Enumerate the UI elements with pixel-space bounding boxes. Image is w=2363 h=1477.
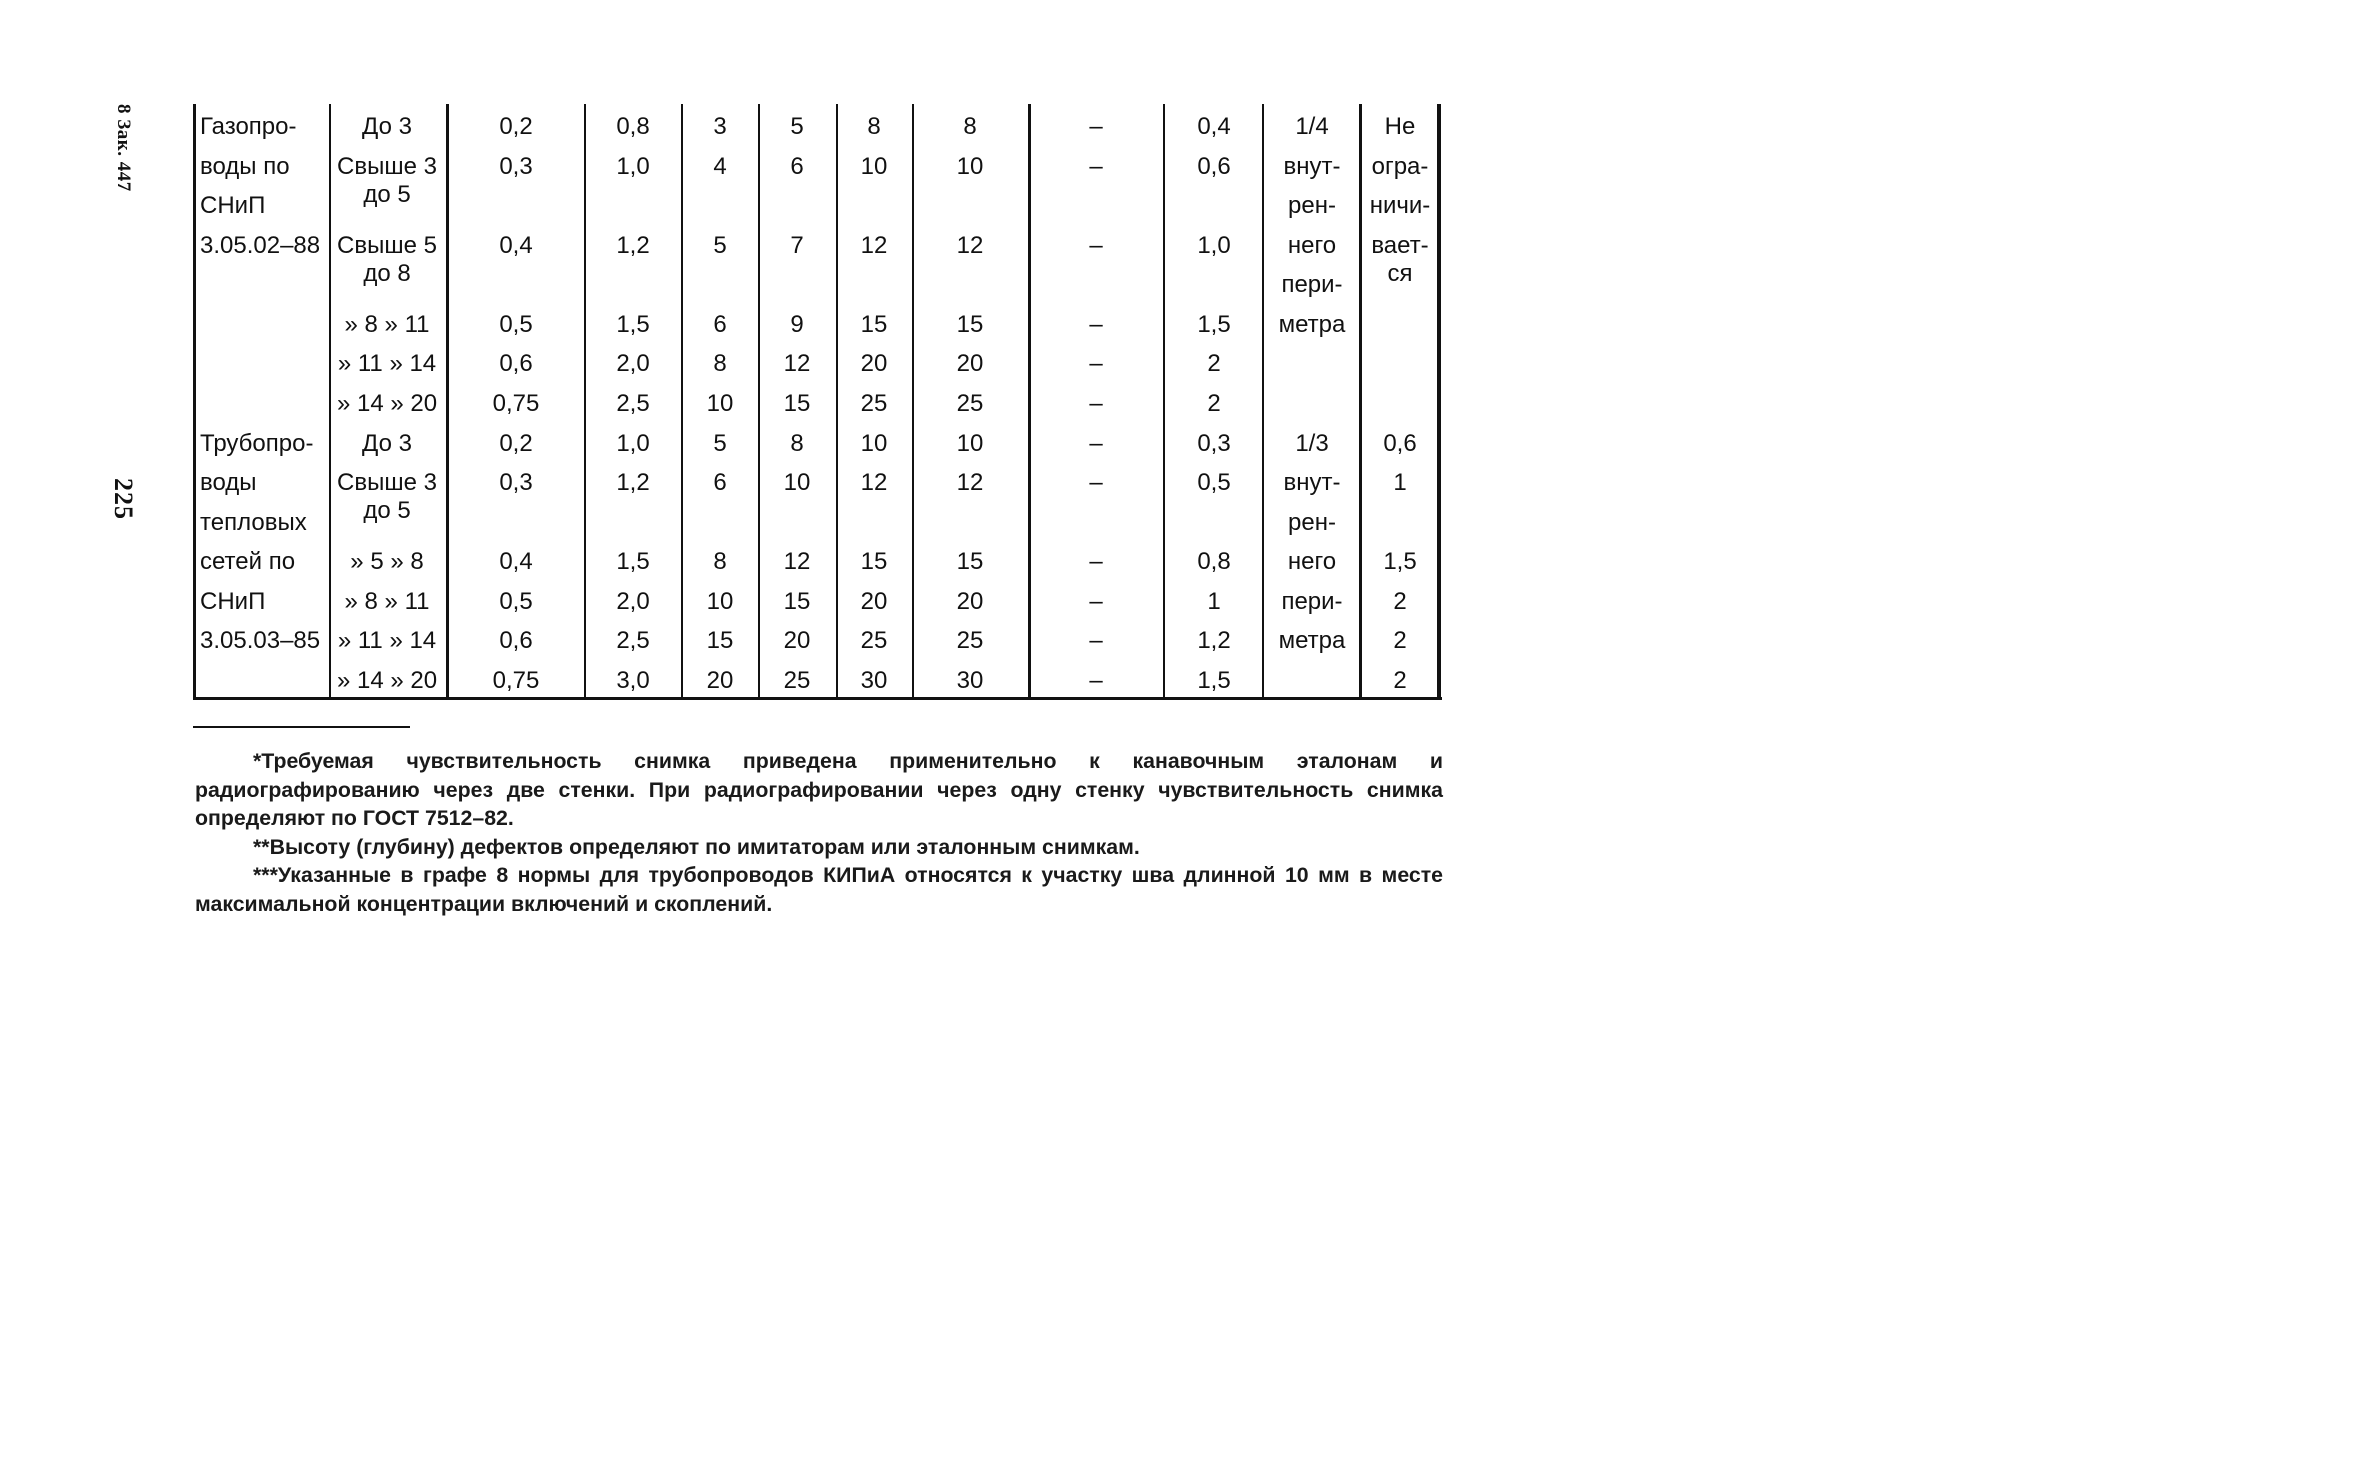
table-cell: 0,5 [499,310,533,338]
perimeter-note-line: метра [1278,627,1346,654]
diameter-cell: Свыше 3 [337,152,437,180]
diameter-cell: » 14 » 20 [336,389,438,417]
table-cell: 2,5 [616,627,650,654]
table-cell: 0,2 [499,429,533,457]
limit-cell: 2 [1393,666,1407,694]
diameter-cell: » 11 » 14 [337,350,437,377]
diameter-cell: До 3 [362,429,412,457]
limit-note-line: ничи- [1369,192,1431,219]
perimeter-note-line: 1/4 [1295,113,1329,140]
table-cell: 6 [713,469,727,496]
diameter-cell-cont: до 5 [363,497,411,524]
group-name-line: СНиП [200,587,266,615]
table-cell: 10 [706,389,734,417]
table-cell: – [1089,469,1103,496]
group-name-line: воды [200,469,257,496]
diameter-cell: Свыше 3 [337,469,437,496]
group-name-line: Газопро- [200,113,297,140]
table-cell: 20 [956,350,984,377]
perimeter-note-line: рен- [1288,508,1336,536]
table-cell: 5 [713,231,727,259]
perimeter-note-line: внут- [1283,152,1341,180]
table-cell: 0,3 [1197,429,1231,457]
table-cell: 0,4 [1197,113,1231,140]
footnote-2: **Высоту (глубину) дефектов определяют по имитаторам или эталонным снимкам. [253,834,1140,859]
group-name-line: сетей по [200,548,296,575]
table-cell: 2 [1207,350,1221,377]
perimeter-note-line: рен- [1288,192,1336,219]
table-cell: 25 [956,627,984,654]
diameter-cell-cont: до 8 [363,259,411,287]
table-cell: 20 [706,666,734,694]
table-cell: 0,75 [492,666,540,694]
table-cell: 20 [860,587,888,615]
table-cell: 0,2 [499,113,533,140]
table-cell: 0,4 [499,231,533,259]
table-cell: 0,3 [499,469,533,496]
table-cell: 25 [783,666,811,694]
table-cell: 10 [860,429,888,457]
diameter-cell: Свыше 5 [337,231,437,259]
table-cell: 15 [783,587,811,615]
table-cell: 0,5 [499,587,533,615]
table-cell: 1,0 [616,429,650,457]
table-cell: 12 [783,350,811,377]
table-cell: 1,0 [616,152,650,180]
table-cell: 8 [867,113,881,140]
group-name-line: воды по [200,152,290,180]
table-cell: 10 [956,429,984,457]
limit-cell: 1 [1393,469,1407,496]
table-cell: 25 [860,389,888,417]
perimeter-note-line: него [1287,231,1337,259]
table-cell: 9 [790,310,804,338]
table-cell: 1,2 [616,231,650,259]
table-cell: 0,8 [616,113,650,140]
diameter-cell-cont: до 5 [363,180,411,208]
table-cell: – [1089,587,1103,615]
perimeter-note-line: пери- [1281,587,1343,615]
table-cell: 15 [956,548,984,575]
table-cell: 8 [713,350,727,377]
diameter-cell: » 14 » 20 [336,666,438,694]
table-cell: 1,5 [1197,310,1231,338]
table-cell: – [1089,548,1103,575]
table-rule-left [193,104,196,700]
table-cell: 15 [706,627,734,654]
table-cell: – [1089,666,1103,694]
table-cell: 30 [956,666,984,694]
perimeter-note-line: него [1287,548,1337,575]
table-cell: 6 [790,152,804,180]
table-cell: 15 [860,548,888,575]
limit-note-line: огра- [1371,152,1429,180]
limit-cell: 0,6 [1383,429,1417,457]
table-cell: 0,75 [492,389,540,417]
table-cell: 0,6 [1197,152,1231,180]
table-cell: 15 [783,389,811,417]
table-cell: 0,6 [499,350,533,377]
limit-cell: 2 [1393,587,1407,615]
table-cell: 10 [860,152,888,180]
table-cell: 12 [956,469,984,496]
table-cell: – [1089,113,1103,140]
table-cell: – [1089,350,1103,377]
order-note: 8 Зак. 447 [113,104,134,192]
table-cell: 2,0 [616,587,650,615]
group-name-line: тепловых [200,508,307,536]
table-cell: – [1089,627,1103,654]
footnote-3: ***Указанные в графе 8 нормы для трубопроводов КИПиА относятся к участку шва длинной 10 мм в месте максимальной концентрации включений и скоплений. [195,863,1443,916]
diameter-cell: » 8 » 11 [344,587,430,615]
table-cell: 20 [783,627,811,654]
perimeter-note-line: метра [1278,310,1346,338]
group-name-line: 3.05.03–85 [200,627,321,654]
footnotes [195,747,1443,918]
table-cell: – [1089,231,1103,259]
table-cell: 1,2 [1197,627,1231,654]
table-cell: 20 [860,350,888,377]
table-cell: 1 [1207,587,1221,615]
group-name-line: Трубопро- [200,429,314,457]
limit-note-line: ся [1387,259,1413,287]
table-cell: 2,5 [616,389,650,417]
perimeter-note-line: пери- [1281,271,1343,298]
table-cell: 4 [713,152,727,180]
table-cell: – [1089,429,1103,457]
table-cell: 8 [963,113,977,140]
table-cell: 25 [956,389,984,417]
limit-cell: 2 [1393,627,1407,654]
page-number: 225 [109,478,138,520]
table-cell: 12 [956,231,984,259]
table-cell: 10 [956,152,984,180]
table-cell: 15 [860,310,888,338]
table-cell: 1,0 [1197,231,1231,259]
table-cell: 3,0 [616,666,650,694]
perimeter-note-line: внут- [1283,469,1341,496]
table-cell: 5 [713,429,727,457]
table-cell: 25 [860,627,888,654]
table-cell: 10 [783,469,811,496]
table-cell: 6 [713,310,727,338]
table-cell: 30 [860,666,888,694]
table-cell: 2 [1207,389,1221,417]
group-name-line: 3.05.02–88 [200,231,321,259]
table-cell: 0,4 [499,548,533,575]
table-cell: 12 [860,231,888,259]
footnote-separator [193,726,410,728]
footnote-1: *Требуемая чувствительность снимка приведена применительно к канавочным эталонам и радиографированию через две стенки. При радиографировании через одну стенку чувствительность снимка определяют по ГОСТ 7512–82. [195,749,1443,830]
table-cell: 12 [860,469,888,496]
table-cell: 0,6 [499,627,533,654]
limit-note-line: Не [1384,113,1416,140]
table-cell: 8 [790,429,804,457]
limit-cell: 1,5 [1383,548,1417,575]
table-cell: 1,5 [1197,666,1231,694]
group-name-line: СНиП [200,192,266,219]
table-cell: 10 [706,587,734,615]
table-cell: 0,3 [499,152,533,180]
table-cell: 7 [790,231,804,259]
table-cell: – [1089,152,1103,180]
table-cell: 3 [713,113,727,140]
table-cell: 1,2 [616,469,650,496]
table-cell: 20 [956,587,984,615]
diameter-cell: » 11 » 14 [337,627,437,654]
perimeter-note-line: 1/3 [1295,429,1329,457]
diameter-cell: До 3 [362,113,412,140]
limit-note-line: вает- [1371,231,1429,259]
table-cell: 0,5 [1197,469,1231,496]
table-cell: 5 [790,113,804,140]
table-cell: 1,5 [616,310,650,338]
table-cell: – [1089,389,1103,417]
diameter-cell: » 8 » 11 [344,310,430,338]
diameter-cell: » 5 » 8 [350,548,424,575]
table-cell: 8 [713,548,727,575]
table-cell: 15 [956,310,984,338]
table-cell: 2,0 [616,350,650,377]
table-cell: – [1089,310,1103,338]
table-cell: 0,8 [1197,548,1231,575]
table-cell: 1,5 [616,548,650,575]
table-cell: 12 [783,548,811,575]
table-bottom-rule [193,697,1442,700]
